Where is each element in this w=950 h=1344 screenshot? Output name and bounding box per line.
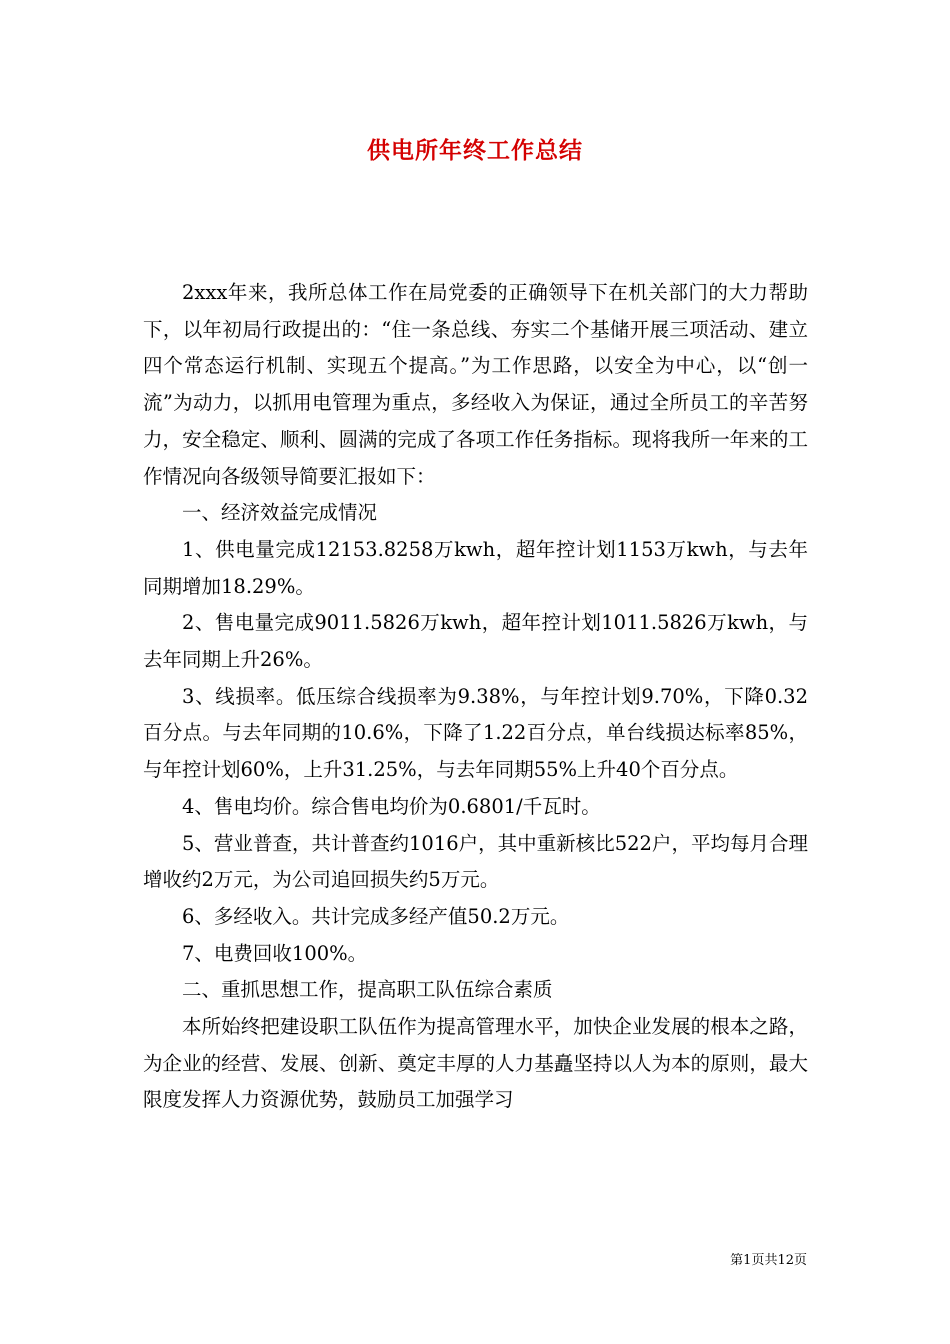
section-heading-economic: 一、经济效益完成情况 (182, 501, 378, 525)
section-heading-workforce: 二、重抓思想工作，提高职工队伍综合素质 (182, 978, 553, 1002)
document-title: 供电所年终工作总结 (367, 138, 583, 164)
item-business-survey: 5、营业普查，共计普查约1016户，其中重新核比522户，平均每月合理增收约2万元，为公司追回损失约5万元。 (143, 831, 808, 892)
item-power-sales: 2、售电量完成9011.5826万kwh，超年控计划1011.5826万kwh，与去年同期上升26%。 (143, 611, 808, 672)
paragraph-intro: 2xxx年来，我所总体工作在局党委的正确领导下在机关部门的大力帮助下，以年初局行政提出的：“住一条总线、夯实二个基储开展三项活动、建立四个常态运行机制、实现五个提高。”为工作思路，以安全为中心，以“创一流”为动力，以抓用电管理为重点，多经收入为保证，通过全所员工的辛苦努力，安全稳定、顺利、圆满的完成了各项工作任务指标。现将我所一年来的工作情况向各级领导简要汇报如下： (143, 281, 808, 488)
paragraph-workforce: 本所始终把建设职工队伍作为提高管理水平，加快企业发展的根本之路，为企业的经营、发展、创新、奠定丰厚的人力基矗坚持以人为本的原则，最大限度发挥人力资源优势，鼓励员工加强学习 (143, 1015, 808, 1112)
item-line-loss: 3、线损率。低压综合线损率为9.38%，与年控计划9.70%，下降0.32百分点。与去年同期的10.6%，下降了1.22百分点，单台线损达标率85%，与年控计划60%，上升31.25%，与去年同期55%上升40个百分点。 (143, 684, 808, 782)
item-diversified-income: 6、多经收入。共计完成多经产值50.2万元。 (182, 904, 570, 928)
page-number: 第1页共12页 (730, 1253, 807, 1268)
item-fee-recovery: 7、电费回收100%。 (182, 941, 368, 965)
document-body (143, 275, 808, 1119)
item-power-supply: 1、供电量完成12153.8258万kwh，超年控计划1153万kwh，与去年同期增加18.29%。 (143, 537, 808, 598)
item-average-price: 4、售电均价。综合售电均价为0.6801/千瓦时。 (182, 794, 601, 818)
